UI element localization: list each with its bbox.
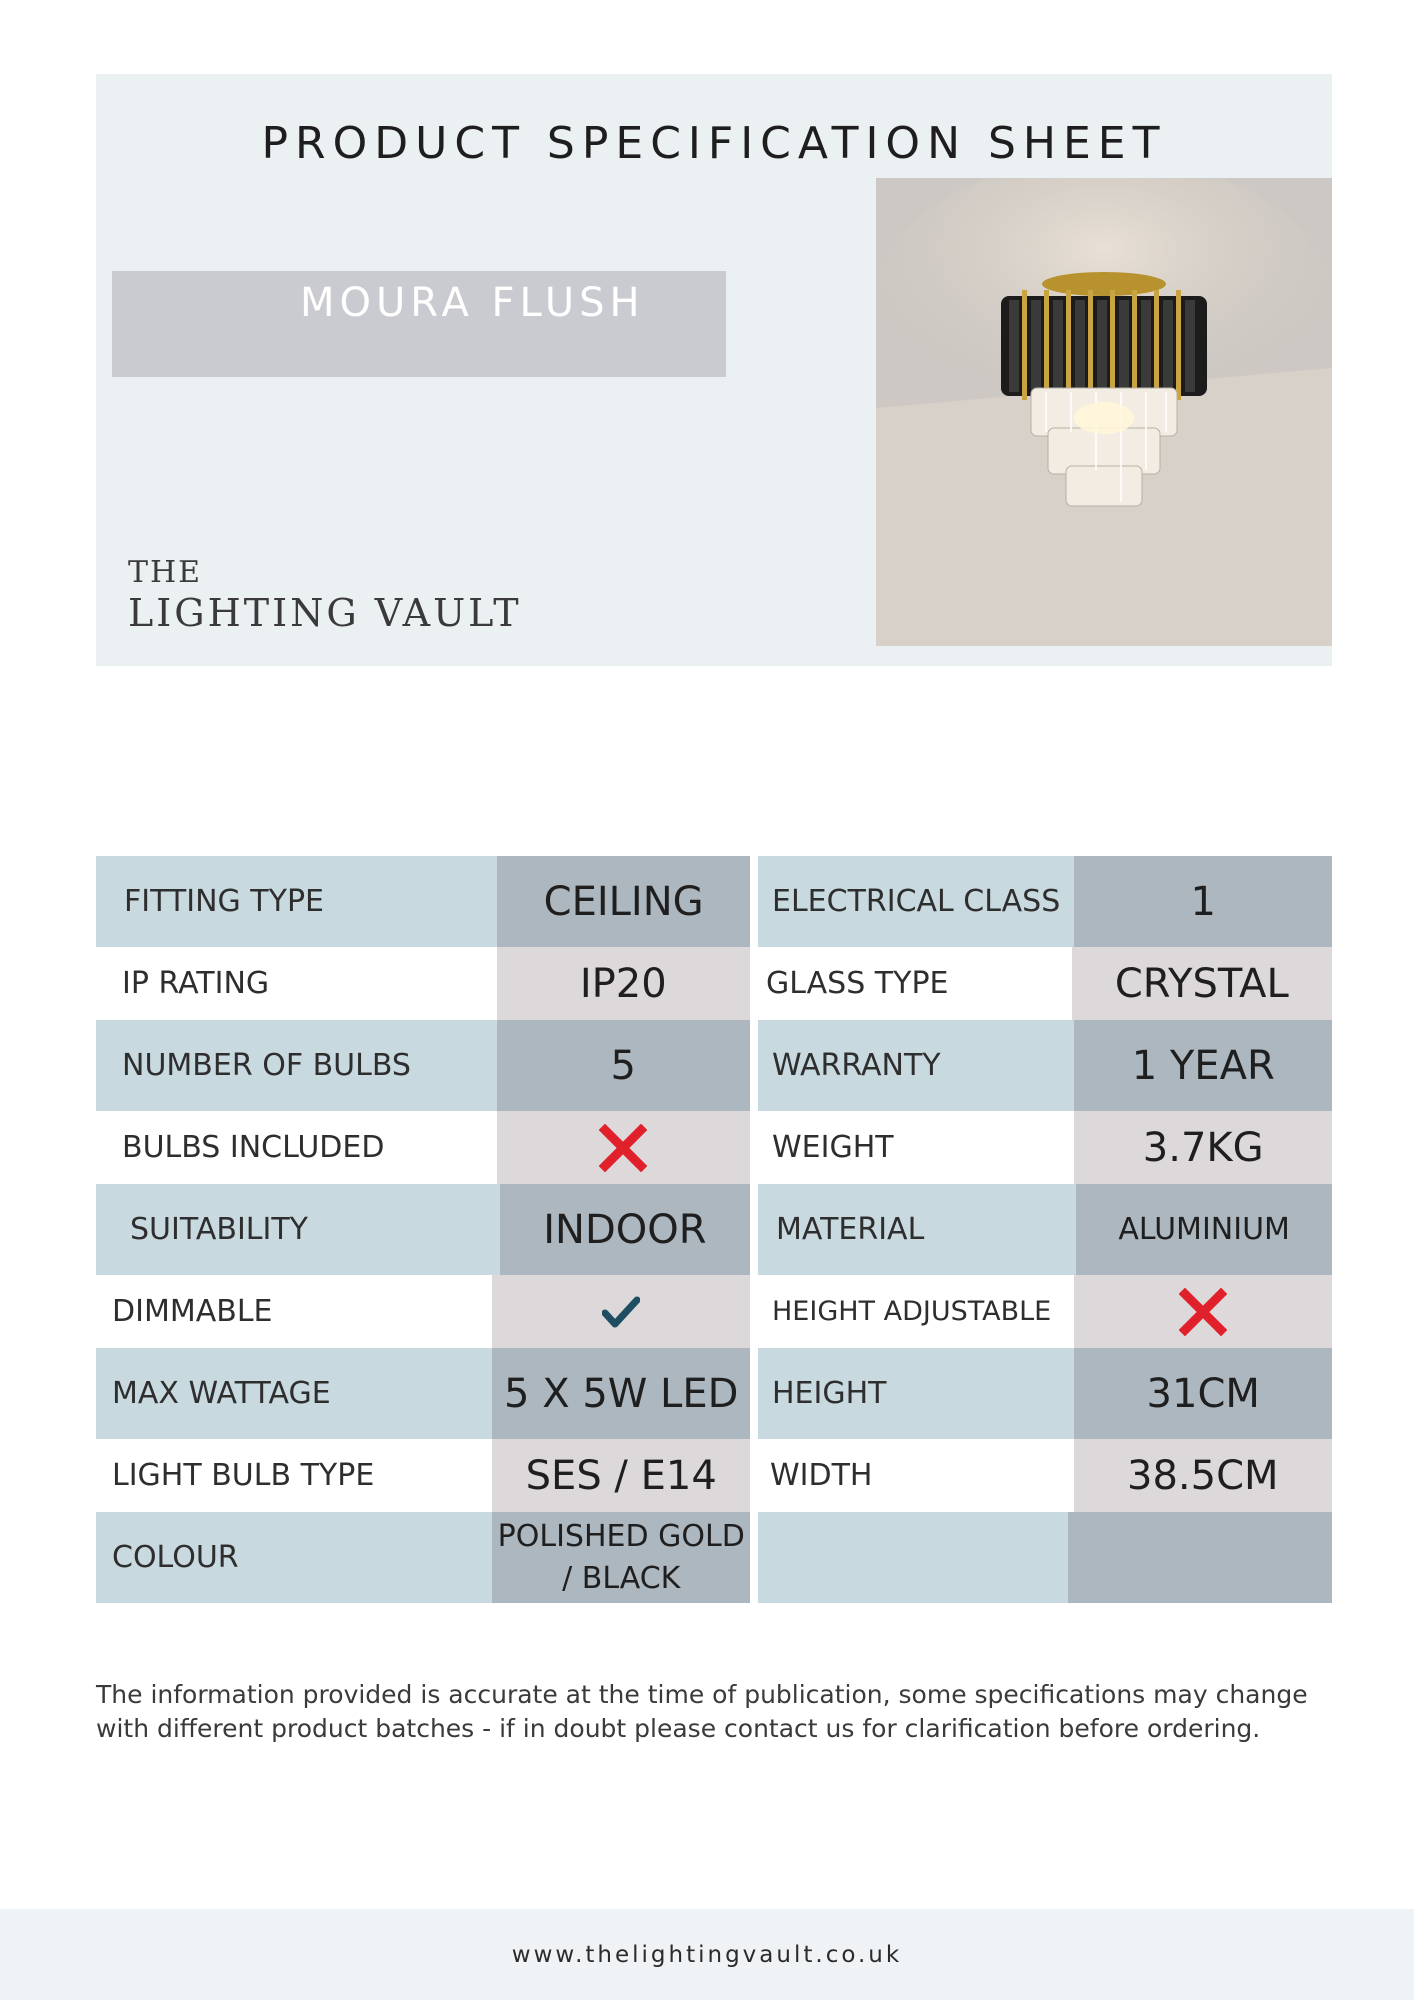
spec-value: ALUMINIUM bbox=[1076, 1184, 1332, 1275]
table-row bbox=[96, 1275, 750, 1348]
spec-value: 3.7KG bbox=[1074, 1111, 1332, 1184]
spec-value: 5 bbox=[497, 1020, 751, 1111]
spec-value bbox=[492, 1275, 750, 1348]
spec-label: WEIGHT bbox=[758, 1111, 1074, 1184]
disclaimer bbox=[96, 1678, 1336, 1746]
spec-table-right bbox=[758, 856, 1332, 1603]
table-row bbox=[758, 1512, 1332, 1603]
spec-label bbox=[758, 1512, 1068, 1603]
spec-value: 1 YEAR bbox=[1074, 1020, 1332, 1111]
spec-label: MATERIAL bbox=[758, 1184, 1076, 1275]
cross-icon bbox=[1179, 1288, 1227, 1336]
disclaimer-line: The information provided is accurate at the time of publication, some specifications may change bbox=[96, 1680, 1308, 1709]
table-row bbox=[96, 1348, 750, 1439]
table-row bbox=[96, 1512, 750, 1603]
table-row bbox=[758, 1184, 1332, 1275]
disclaimer-line: with different product batches - if in doubt please contact us for clarification before ordering. bbox=[96, 1713, 1261, 1743]
table-row bbox=[96, 1184, 750, 1275]
spec-label: ELECTRICAL CLASS bbox=[758, 856, 1074, 947]
spec-value: IP20 bbox=[497, 947, 751, 1020]
table-row bbox=[96, 1111, 750, 1184]
spec-label: IP RATING bbox=[96, 947, 497, 1020]
chandelier-image bbox=[876, 178, 1332, 646]
spec-value: INDOOR bbox=[500, 1184, 750, 1275]
brand-logo-line1: THE bbox=[128, 555, 203, 590]
spec-label: MAX WATTAGE bbox=[96, 1348, 492, 1439]
brand-logo-line2: LIGHTING VAULT bbox=[128, 591, 522, 635]
spec-label: LIGHT BULB TYPE bbox=[96, 1439, 492, 1512]
table-row bbox=[96, 1020, 750, 1111]
product-name: MOURA FLUSH bbox=[300, 280, 645, 326]
spec-value: 38.5CM bbox=[1074, 1439, 1332, 1512]
spec-value: CRYSTAL bbox=[1072, 947, 1332, 1020]
spec-label: GLASS TYPE bbox=[758, 947, 1072, 1020]
spec-value: SES / E14 bbox=[492, 1439, 750, 1512]
spec-table-left bbox=[96, 856, 750, 1603]
table-row bbox=[96, 856, 750, 947]
spec-value bbox=[1068, 1512, 1332, 1603]
table-row bbox=[96, 947, 750, 1020]
table-row bbox=[758, 1020, 1332, 1111]
table-row bbox=[758, 1275, 1332, 1348]
spec-label: SUITABILITY bbox=[96, 1184, 500, 1275]
spec-value bbox=[497, 1111, 751, 1184]
sheet-title: PRODUCT SPECIFICATION SHEET bbox=[261, 118, 1167, 169]
spec-value: CEILING bbox=[497, 856, 750, 947]
spec-value bbox=[1074, 1275, 1332, 1348]
spec-label: WARRANTY bbox=[758, 1020, 1074, 1111]
spec-label: WIDTH bbox=[758, 1439, 1074, 1512]
cross-icon bbox=[599, 1124, 647, 1172]
spec-label: HEIGHT ADJUSTABLE bbox=[758, 1275, 1074, 1348]
table-row bbox=[758, 1348, 1332, 1439]
spec-label: FITTING TYPE bbox=[96, 856, 497, 947]
spec-value: 31CM bbox=[1074, 1348, 1332, 1439]
table-row bbox=[758, 947, 1332, 1020]
brand-logo bbox=[128, 555, 522, 635]
table-row bbox=[758, 1111, 1332, 1184]
spec-label: BULBS INCLUDED bbox=[96, 1111, 497, 1184]
table-row bbox=[758, 856, 1332, 947]
spec-label: HEIGHT bbox=[758, 1348, 1074, 1439]
table-row bbox=[96, 1439, 750, 1512]
product-photo bbox=[876, 178, 1332, 646]
spec-label: DIMMABLE bbox=[96, 1275, 492, 1348]
spec-value: 5 X 5W LED bbox=[492, 1348, 750, 1439]
footer bbox=[0, 1909, 1414, 2000]
spec-label: COLOUR bbox=[96, 1512, 492, 1603]
table-row bbox=[758, 1439, 1332, 1512]
check-icon bbox=[602, 1296, 640, 1328]
spec-value: 1 bbox=[1074, 856, 1332, 947]
spec-label: NUMBER OF BULBS bbox=[96, 1020, 497, 1111]
website-link[interactable]: www.thelightingvault.co.uk bbox=[511, 1941, 903, 1968]
spec-value: POLISHED GOLD / BLACK bbox=[492, 1512, 750, 1603]
